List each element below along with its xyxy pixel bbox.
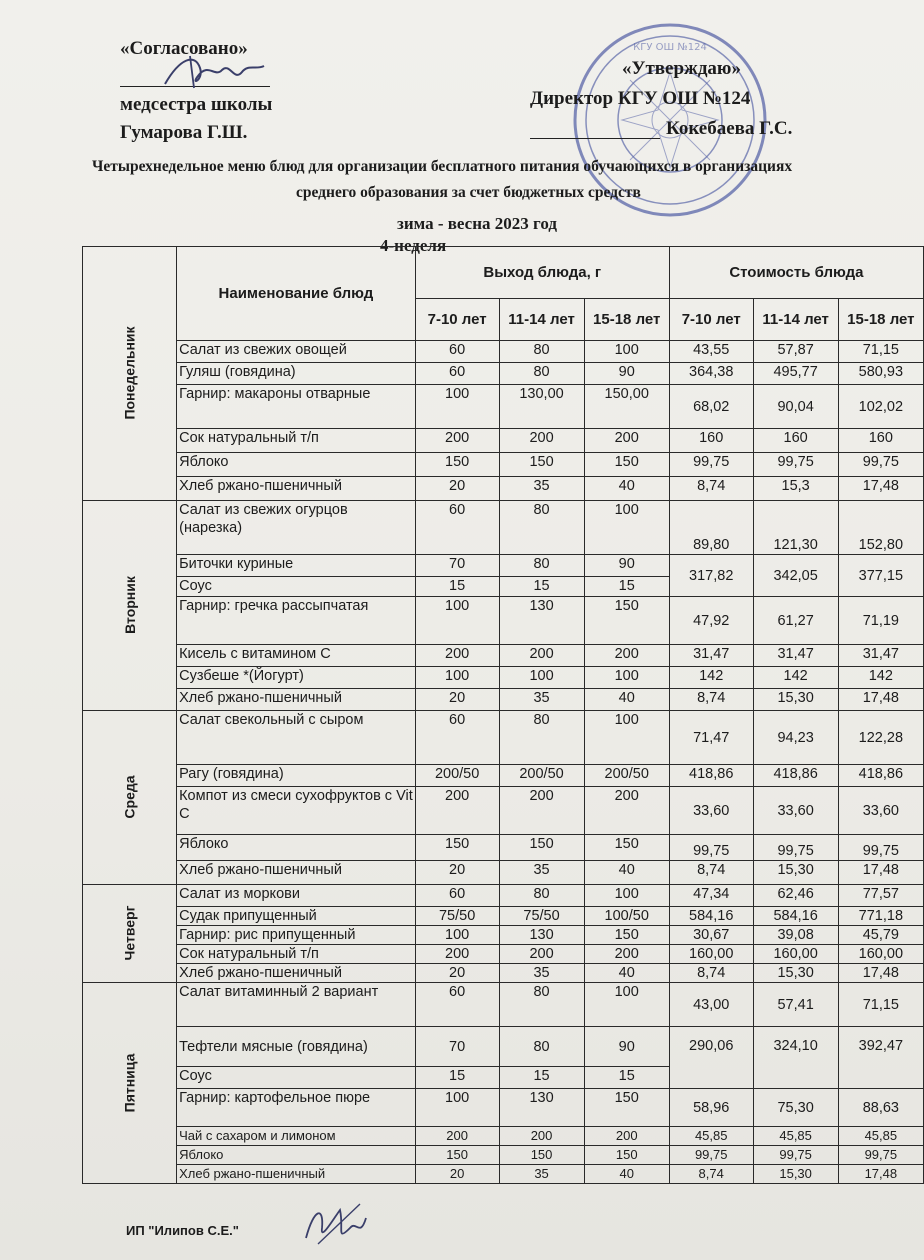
- dish-name-cell: Гарнир: макароны отварные: [177, 385, 416, 429]
- cost-cell: 99,75: [838, 1146, 923, 1165]
- dish-name-cell: Салат витаминный 2 вариант: [177, 983, 416, 1027]
- season-title: зима - весна 2023 год: [397, 214, 557, 233]
- table-row: [83, 363, 924, 385]
- output-cell: 60: [415, 885, 499, 907]
- table-row: [83, 835, 924, 861]
- agreed-label: «Согласовано»: [120, 38, 248, 59]
- cost-cell: 418,86: [669, 765, 753, 787]
- cost-cell: 160,00: [838, 945, 923, 964]
- output-cell: 60: [415, 363, 499, 385]
- dish-name-cell: Яблоко: [177, 835, 416, 861]
- cost-cell: 47,34: [669, 885, 753, 907]
- output-cell: 200: [415, 1127, 499, 1146]
- cost-cell: 62,46: [753, 885, 838, 907]
- output-cell: 100: [584, 983, 669, 1027]
- cost-cell: 99,75: [753, 453, 838, 477]
- table-row: [83, 885, 924, 907]
- dish-name-cell: Соус: [177, 577, 416, 597]
- cost-cell: 89,80: [669, 501, 753, 555]
- cost-cell: 160,00: [669, 945, 753, 964]
- stamp-text: КГУ ОШ №124: [633, 42, 707, 53]
- table-row: [83, 477, 924, 501]
- output-cell: 60: [415, 711, 499, 765]
- dish-name-cell: Сок натуральный т/п: [177, 945, 416, 964]
- table-row: [83, 385, 924, 429]
- dish-name-cell: Гарнир: гречка рассыпчатая: [177, 597, 416, 645]
- cost-cell: 17,48: [838, 861, 923, 885]
- output-cell: 15: [499, 1067, 584, 1089]
- cost-cell: 45,85: [838, 1127, 923, 1146]
- output-cell: 200: [499, 1127, 584, 1146]
- cost-cell: 160: [838, 429, 923, 453]
- header-age-cost-7-10: 7-10 лет: [669, 299, 753, 341]
- title-line-1: Четырехнедельное меню блюд для организации бесплатного питания обучающихся в организациях: [92, 158, 793, 175]
- table-row: [83, 1165, 924, 1184]
- dish-name-cell: Салат свекольный с сыром: [177, 711, 416, 765]
- output-cell: 80: [499, 1027, 584, 1067]
- output-cell: 150: [499, 1146, 584, 1165]
- output-cell: 200/50: [415, 765, 499, 787]
- output-cell: 35: [499, 689, 584, 711]
- output-cell: 20: [415, 1165, 499, 1184]
- output-cell: 100: [415, 597, 499, 645]
- output-cell: 150: [415, 453, 499, 477]
- cost-cell: 121,30: [753, 501, 838, 555]
- approved-signature-line: [530, 138, 660, 139]
- cost-cell: 8,74: [669, 1165, 753, 1184]
- dish-name-cell: Яблоко: [177, 453, 416, 477]
- cost-cell: 39,08: [753, 926, 838, 945]
- cost-cell: 364,38: [669, 363, 753, 385]
- cost-cell: 584,16: [753, 907, 838, 926]
- cost-cell: 99,75: [669, 1146, 753, 1165]
- output-cell: 40: [584, 1165, 669, 1184]
- table-row: [83, 907, 924, 926]
- cost-cell: 580,93: [838, 363, 923, 385]
- cost-cell: 47,92: [669, 597, 753, 645]
- cost-cell: 324,10: [753, 1027, 838, 1089]
- header-age-cost-15-18: 15-18 лет: [838, 299, 923, 341]
- output-cell: 80: [499, 501, 584, 555]
- output-cell: 100: [584, 501, 669, 555]
- output-cell: 35: [499, 861, 584, 885]
- cost-cell: 418,86: [753, 765, 838, 787]
- output-cell: 150: [415, 835, 499, 861]
- cost-cell: 102,02: [838, 385, 923, 429]
- cost-cell: 99,75: [753, 835, 838, 861]
- cost-cell: 495,77: [753, 363, 838, 385]
- header-age-cost-11-14: 11-14 лет: [753, 299, 838, 341]
- supplier-signature-icon: [300, 1198, 370, 1250]
- output-cell: 200/50: [584, 765, 669, 787]
- table-row: [83, 964, 924, 983]
- table-row: [83, 689, 924, 711]
- cost-cell: 45,85: [669, 1127, 753, 1146]
- output-cell: 20: [415, 964, 499, 983]
- output-cell: 200: [584, 1127, 669, 1146]
- output-cell: 200: [415, 945, 499, 964]
- dish-name-cell: Яблоко: [177, 1146, 416, 1165]
- dish-name-cell: Хлеб ржано-пшеничный: [177, 964, 416, 983]
- cost-cell: 77,57: [838, 885, 923, 907]
- cost-cell: 61,27: [753, 597, 838, 645]
- dish-name-cell: Сок натуральный т/п: [177, 429, 416, 453]
- dish-name-cell: Судак припущенный: [177, 907, 416, 926]
- cost-cell: 342,05: [753, 555, 838, 597]
- output-cell: 40: [584, 689, 669, 711]
- output-cell: 130: [499, 926, 584, 945]
- menu-table: [82, 246, 924, 1184]
- output-cell: 75/50: [415, 907, 499, 926]
- dish-name-cell: Компот из смеси сухофруктов с Vit C: [177, 787, 416, 835]
- output-cell: 40: [584, 477, 669, 501]
- cost-cell: 122,28: [838, 711, 923, 765]
- table-row: [83, 501, 924, 555]
- cost-cell: 152,80: [838, 501, 923, 555]
- output-cell: 200: [584, 787, 669, 835]
- cost-cell: 33,60: [669, 787, 753, 835]
- output-cell: 90: [584, 1027, 669, 1067]
- cost-cell: 8,74: [669, 689, 753, 711]
- dish-name-cell: Гарнир: рис припущенный: [177, 926, 416, 945]
- output-cell: 150: [499, 835, 584, 861]
- table-row: [83, 555, 924, 577]
- cost-cell: 15,30: [753, 964, 838, 983]
- cost-cell: 17,48: [838, 1165, 923, 1184]
- agreed-position: медсестра школы: [120, 94, 273, 115]
- week-title: 4-неделя: [380, 236, 447, 255]
- cost-cell: 94,23: [753, 711, 838, 765]
- cost-cell: 17,48: [838, 477, 923, 501]
- cost-cell: 160: [753, 429, 838, 453]
- output-cell: 100: [415, 1089, 499, 1127]
- output-cell: 80: [499, 555, 584, 577]
- header-output: Выход блюда, г: [415, 247, 669, 299]
- cost-cell: 99,75: [753, 1146, 838, 1165]
- table-row: [83, 453, 924, 477]
- header-age-output-7-10: 7-10 лет: [415, 299, 499, 341]
- output-cell: 80: [499, 363, 584, 385]
- output-cell: 20: [415, 861, 499, 885]
- day-wednesday: Среда: [83, 711, 177, 885]
- output-cell: 70: [415, 1027, 499, 1067]
- cost-cell: 75,30: [753, 1089, 838, 1127]
- output-cell: 15: [584, 1067, 669, 1089]
- output-cell: 200/50: [499, 765, 584, 787]
- table-row: [83, 1027, 924, 1067]
- cost-cell: 392,47: [838, 1027, 923, 1089]
- supplier-label: ИП "Илипов С.Е.": [126, 1223, 239, 1238]
- header-cost: Стоимость блюда: [669, 247, 923, 299]
- output-cell: 150,00: [584, 385, 669, 429]
- cost-cell: 15,3: [753, 477, 838, 501]
- output-cell: 90: [584, 363, 669, 385]
- dish-name-cell: Хлеб ржано-пшеничный: [177, 477, 416, 501]
- output-cell: 100: [584, 885, 669, 907]
- output-cell: 80: [499, 711, 584, 765]
- output-cell: 150: [584, 1146, 669, 1165]
- output-cell: 80: [499, 983, 584, 1027]
- cost-cell: 15,30: [753, 861, 838, 885]
- dish-name-cell: Соус: [177, 1067, 416, 1089]
- table-row: [83, 429, 924, 453]
- cost-cell: 71,15: [838, 341, 923, 363]
- dish-name-cell: Салат из свежих огурцов (нарезка): [177, 501, 416, 555]
- output-cell: 100: [499, 667, 584, 689]
- cost-cell: 8,74: [669, 964, 753, 983]
- output-cell: 150: [584, 453, 669, 477]
- output-cell: 130: [499, 597, 584, 645]
- output-cell: 200: [584, 429, 669, 453]
- cost-cell: 68,02: [669, 385, 753, 429]
- output-cell: 200: [584, 945, 669, 964]
- table-row: [83, 983, 924, 1027]
- cost-cell: 30,67: [669, 926, 753, 945]
- output-cell: 130,00: [499, 385, 584, 429]
- table-row: [83, 1089, 924, 1127]
- cost-cell: 99,75: [838, 453, 923, 477]
- dish-name-cell: Хлеб ржано-пшеничный: [177, 861, 416, 885]
- cost-cell: 142: [753, 667, 838, 689]
- cost-cell: 15,30: [753, 1165, 838, 1184]
- cost-cell: 57,87: [753, 341, 838, 363]
- dish-name-cell: Тефтели мясные (говядина): [177, 1027, 416, 1067]
- output-cell: 90: [584, 555, 669, 577]
- cost-cell: 71,47: [669, 711, 753, 765]
- output-cell: 15: [415, 1067, 499, 1089]
- cost-cell: 45,79: [838, 926, 923, 945]
- table-row: [83, 1127, 924, 1146]
- cost-cell: 584,16: [669, 907, 753, 926]
- cost-cell: 377,15: [838, 555, 923, 597]
- output-cell: 15: [415, 577, 499, 597]
- cost-cell: 160,00: [753, 945, 838, 964]
- cost-cell: 57,41: [753, 983, 838, 1027]
- cost-cell: 31,47: [838, 645, 923, 667]
- approved-name: Кокебаева Г.С.: [666, 118, 793, 139]
- cost-cell: 31,47: [753, 645, 838, 667]
- cost-cell: 90,04: [753, 385, 838, 429]
- output-cell: 20: [415, 689, 499, 711]
- cost-cell: 33,60: [838, 787, 923, 835]
- header-age-output-11-14: 11-14 лет: [499, 299, 584, 341]
- output-cell: 35: [499, 477, 584, 501]
- day-monday: Понедельник: [83, 247, 177, 501]
- cost-cell: 418,86: [838, 765, 923, 787]
- cost-cell: 99,75: [669, 835, 753, 861]
- output-cell: 35: [499, 1165, 584, 1184]
- table-row: [83, 645, 924, 667]
- output-cell: 200: [415, 429, 499, 453]
- cost-cell: 290,06: [669, 1027, 753, 1089]
- table-row: [83, 945, 924, 964]
- output-cell: 100/50: [584, 907, 669, 926]
- dish-name-cell: Кисель с витамином С: [177, 645, 416, 667]
- day-thursday: Четверг: [83, 885, 177, 983]
- output-cell: 100: [584, 341, 669, 363]
- dish-name-cell: Сузбеше *(Йогурт): [177, 667, 416, 689]
- output-cell: 35: [499, 964, 584, 983]
- table-row: [83, 926, 924, 945]
- table-row: [83, 787, 924, 835]
- output-cell: 150: [584, 926, 669, 945]
- output-cell: 150: [499, 453, 584, 477]
- cost-cell: 45,85: [753, 1127, 838, 1146]
- cost-cell: 8,74: [669, 861, 753, 885]
- output-cell: 15: [499, 577, 584, 597]
- agreed-signature-icon: [160, 48, 270, 93]
- output-cell: 100: [415, 385, 499, 429]
- dish-name-cell: Чай с сахаром и лимоном: [177, 1127, 416, 1146]
- cost-cell: 58,96: [669, 1089, 753, 1127]
- output-cell: 150: [584, 1089, 669, 1127]
- output-cell: 200: [415, 787, 499, 835]
- output-cell: 60: [415, 501, 499, 555]
- output-cell: 15: [584, 577, 669, 597]
- output-cell: 150: [584, 597, 669, 645]
- output-cell: 200: [415, 645, 499, 667]
- output-cell: 20: [415, 477, 499, 501]
- cost-cell: 317,82: [669, 555, 753, 597]
- dish-name-cell: Гуляш (говядина): [177, 363, 416, 385]
- table-row: [83, 861, 924, 885]
- dish-name-cell: Хлеб ржано-пшеничный: [177, 1165, 416, 1184]
- table-row: [83, 765, 924, 787]
- output-cell: 150: [415, 1146, 499, 1165]
- cost-cell: 142: [669, 667, 753, 689]
- cost-cell: 33,60: [753, 787, 838, 835]
- output-cell: 200: [499, 429, 584, 453]
- table-row: [83, 667, 924, 689]
- table-row: [83, 711, 924, 765]
- cost-cell: 771,18: [838, 907, 923, 926]
- output-cell: 100: [584, 711, 669, 765]
- output-cell: 75/50: [499, 907, 584, 926]
- day-tuesday: Вторник: [83, 501, 177, 711]
- header-age-output-15-18: 15-18 лет: [584, 299, 669, 341]
- output-cell: 200: [499, 645, 584, 667]
- table-row: [83, 341, 924, 363]
- day-friday: Пятница: [83, 983, 177, 1184]
- cost-cell: 17,48: [838, 689, 923, 711]
- agreed-name: Гумарова Г.Ш.: [120, 122, 248, 143]
- output-cell: 150: [584, 835, 669, 861]
- table-row: [83, 597, 924, 645]
- header-dish-name: Наименование блюд: [177, 247, 416, 341]
- approved-label: «Утверждаю»: [622, 58, 741, 79]
- output-cell: 70: [415, 555, 499, 577]
- output-cell: 200: [499, 787, 584, 835]
- dish-name-cell: Хлеб ржано-пшеничный: [177, 689, 416, 711]
- title-line-2: среднего образования за счет бюджетных средств: [296, 184, 641, 201]
- output-cell: 100: [415, 667, 499, 689]
- cost-cell: 160: [669, 429, 753, 453]
- output-cell: 80: [499, 885, 584, 907]
- output-cell: 60: [415, 341, 499, 363]
- output-cell: 100: [584, 667, 669, 689]
- cost-cell: 43,55: [669, 341, 753, 363]
- output-cell: 130: [499, 1089, 584, 1127]
- cost-cell: 15,30: [753, 689, 838, 711]
- cost-cell: 142: [838, 667, 923, 689]
- output-cell: 40: [584, 861, 669, 885]
- cost-cell: 88,63: [838, 1089, 923, 1127]
- dish-name-cell: Салат из моркови: [177, 885, 416, 907]
- cost-cell: 71,19: [838, 597, 923, 645]
- dish-name-cell: Салат из свежих овощей: [177, 341, 416, 363]
- output-cell: 80: [499, 341, 584, 363]
- dish-name-cell: Гарнир: картофельное пюре: [177, 1089, 416, 1127]
- cost-cell: 31,47: [669, 645, 753, 667]
- dish-name-cell: Биточки куриные: [177, 555, 416, 577]
- output-cell: 40: [584, 964, 669, 983]
- cost-cell: 71,15: [838, 983, 923, 1027]
- dish-name-cell: Рагу (говядина): [177, 765, 416, 787]
- cost-cell: 99,75: [838, 835, 923, 861]
- approved-position: Директор КГУ ОШ №124: [530, 88, 751, 109]
- cost-cell: 8,74: [669, 477, 753, 501]
- output-cell: 200: [499, 945, 584, 964]
- table-row: [83, 1146, 924, 1165]
- output-cell: 200: [584, 645, 669, 667]
- cost-cell: 99,75: [669, 453, 753, 477]
- cost-cell: 17,48: [838, 964, 923, 983]
- output-cell: 100: [415, 926, 499, 945]
- cost-cell: 43,00: [669, 983, 753, 1027]
- output-cell: 60: [415, 983, 499, 1027]
